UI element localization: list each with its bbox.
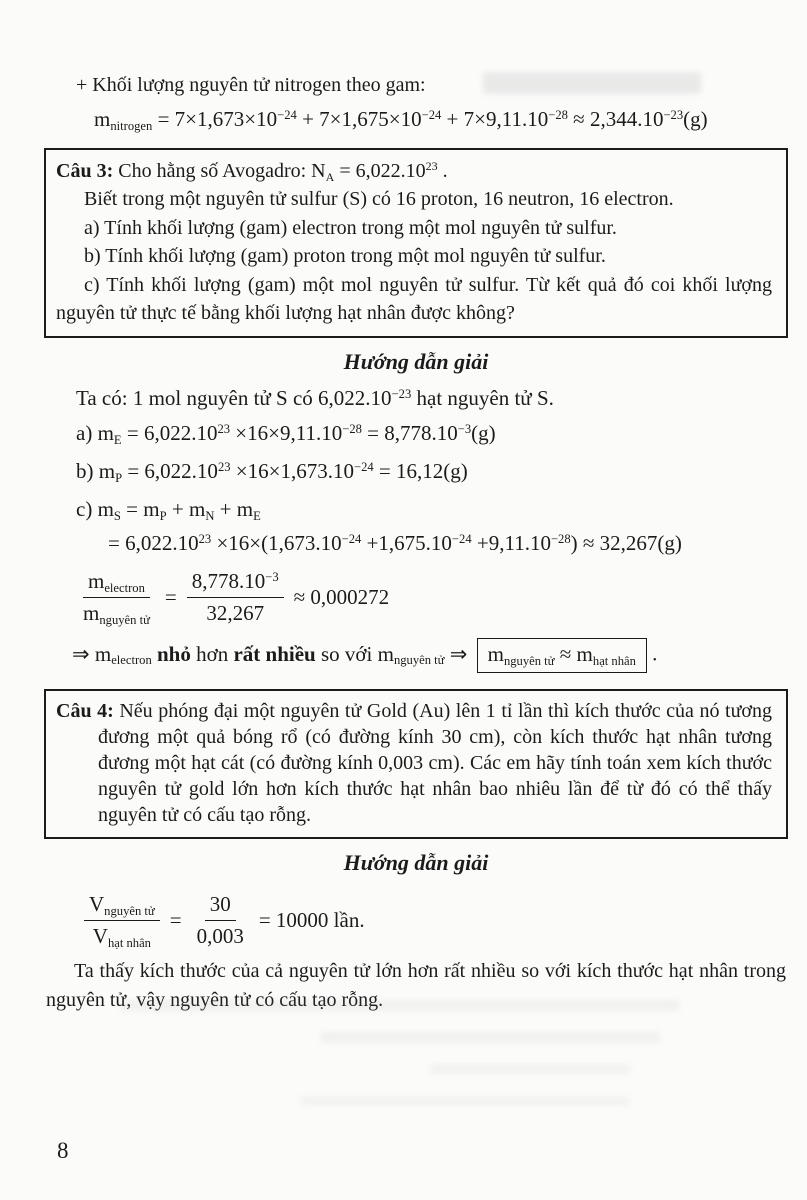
question-3-given: Biết trong một nguyên tử sulfur (S) có 16 proton, 16 neutron, 16 electron. <box>84 188 674 211</box>
ratio-result: ≈ 0,000272 <box>293 585 390 610</box>
solution-3-premise: Ta có: 1 mol nguyên tử S có $6,022.10^{-23}$ hạt nguyên tử S. <box>76 386 554 411</box>
question-4-text: Câu 4: Nếu phóng đại một nguyên tử Gold (Au) lên 1 tỉ lần thì kích thước của nó tương đương một quả bóng rổ (có đường kính 30 cm), còn kích thước hạt nhân tương đương một hạt cát (có đường kính 0,003 cm). Các em hãy tính toán xem kích thước nguyên tử gold lớn hơn kích thước hạt nhân bao nhiêu lần để từ đó có thể thấy nguyên tử có cấu tạo rỗng. <box>56 700 772 827</box>
solution-3-line-c1: c) $m_S = m_P + m_N + m_E$ <box>76 497 261 524</box>
nitrogen-mass-formula: $m_{nitrogen} = 7\times 1,673\times 10^{-24} + 7\times 1,675\times 10^{-24} + 7\times 9,11.10^{-28} \approx 2,344.10^{-23}(g)$ <box>94 107 708 133</box>
scan-artifact <box>430 1064 630 1074</box>
fraction-numerator: $V_{nguyên tử}$ <box>84 892 160 921</box>
solution-3-line-c2: = $6,022.10^{23} \times 16\times(1,673.10^{-24} +1,675.10^{-24} +9,11.10^{-28}) \approx 32,267(g)$ <box>108 531 682 556</box>
scan-artifact <box>483 72 701 94</box>
equals-sign: = <box>169 908 182 933</box>
question-4-box <box>44 689 788 839</box>
boxed-result: $m_{nguyên tử} \approx m_{hạt nhân}$ <box>477 638 647 673</box>
fraction-denominator: $m_{nguyên tử}$ <box>83 601 150 628</box>
ratio-result: = 10000 lần. <box>258 908 365 933</box>
fraction-denominator: 32,267 <box>206 601 265 626</box>
conclusion-period: . <box>652 641 658 666</box>
solution-3-conclusion <box>72 638 787 673</box>
scan-artifact <box>120 1000 680 1011</box>
nitrogen-mass-heading: + Khối lượng nguyên tử nitrogen theo gam: <box>76 74 426 96</box>
mass-ratio-fraction <box>78 569 155 626</box>
equals-sign: = <box>164 585 177 610</box>
volume-ratio-fraction <box>84 892 160 949</box>
question-3-box <box>44 148 788 338</box>
question-3-item-c: c) Tính khối lượng (gam) một mol nguyên tử sulfur. Từ kết quả đó coi khối lượng nguyên tử thực tế bằng khối lượng hạt nhân được không? <box>56 273 772 324</box>
solution-4-conclusion: Ta thấy kích thước của cả nguyên tử lớn hơn rất nhiều so với kích thước hạt nhân trong nguyên tử, vậy nguyên tử có cấu tạo rỗng. <box>46 960 786 1012</box>
volume-ratio-equation <box>80 892 787 949</box>
solution-3-heading: Hướng dẫn giải <box>343 349 489 375</box>
solution-4-heading: Hướng dẫn giải <box>343 850 489 876</box>
page-number: 8 <box>57 1138 69 1163</box>
fraction-denominator: 0,003 <box>196 924 244 949</box>
solution-3-line-b: b) $m_P = 6,022.10^{23} \times 16\times 1,673.10^{-24} = 16,12(g)$ <box>76 459 468 486</box>
fraction-numerator: 30 <box>205 892 236 921</box>
scan-artifact <box>300 1096 630 1106</box>
value-fraction <box>187 569 284 626</box>
question-3-item-a: a) Tính khối lượng (gam) electron trong một mol nguyên tử sulfur. <box>84 216 617 239</box>
value-fraction <box>192 892 249 949</box>
fraction-numerator: $m_{electron}$ <box>83 569 150 598</box>
scan-artifact <box>320 1032 660 1043</box>
electron-ratio-equation <box>74 569 787 626</box>
question-3-item-b: b) Tính khối lượng (gam) proton trong một mol nguyên tử sulfur. <box>84 245 606 268</box>
question-3-title: Câu 3: Cho hằng số Avogadro: $N_A = 6,022.10^{23}$ . <box>56 159 448 184</box>
fraction-numerator: $8,778.10^{-3}$ <box>187 569 284 598</box>
solution-3-line-a: a) $m_E = 6,022.10^{23} \times 16\times 9,11.10^{-28} = 8,778.10^{-3}(g)$ <box>76 421 496 448</box>
conclusion-text: ⇒ $m_{electron}$ nhỏ hơn rất nhiều so với $m_{nguyên tử}$ ⇒ <box>72 641 468 668</box>
fraction-denominator: $V_{hạt nhân}$ <box>92 924 151 951</box>
